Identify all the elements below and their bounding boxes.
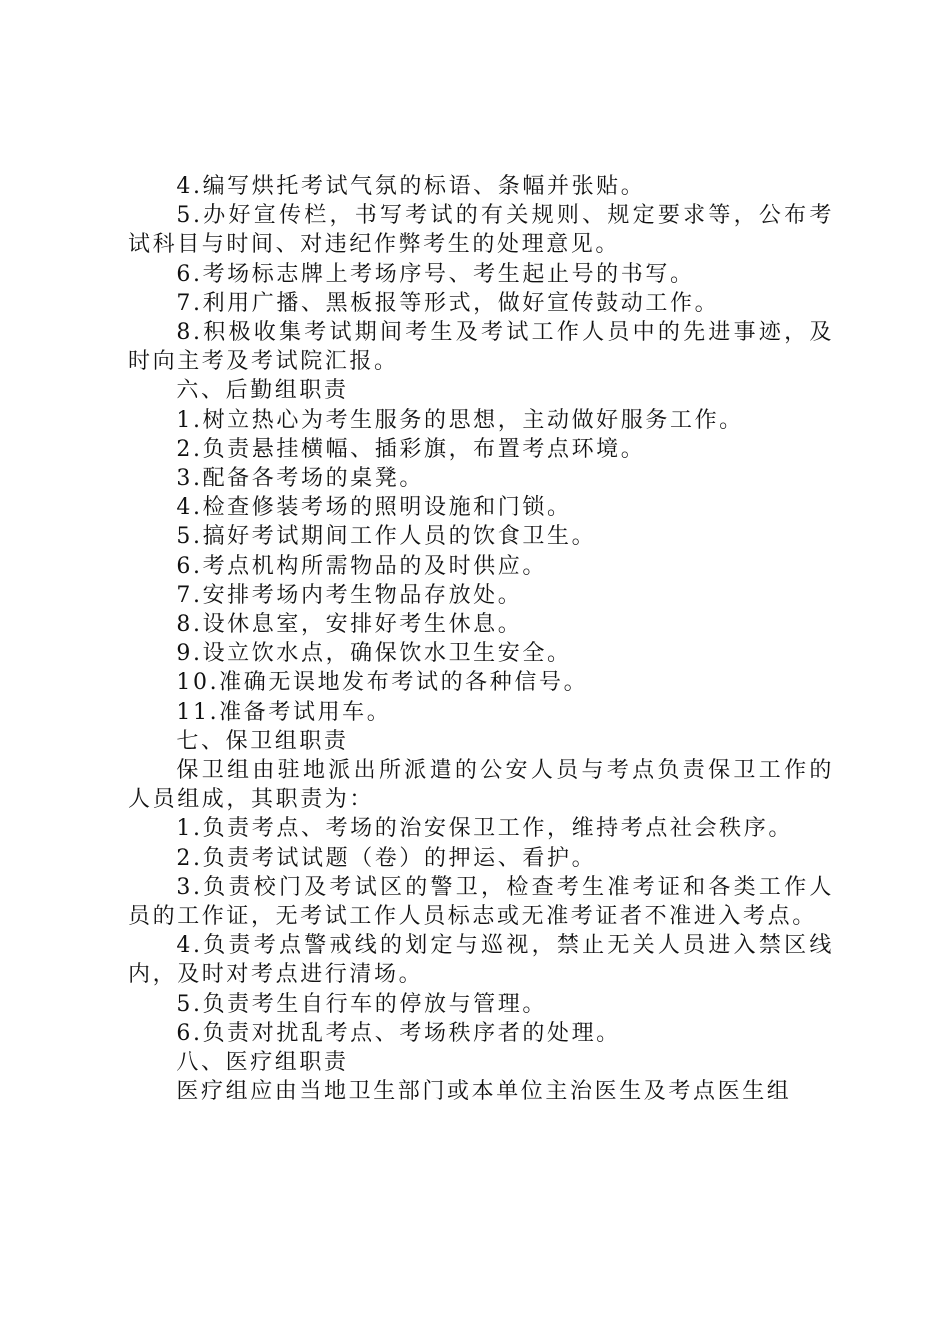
paragraph-item-6-signs: 6.考场标志牌上考场序号、考生起止号的书写。 — [176, 261, 695, 287]
paragraph-logistics-2: 2.负责悬挂横幅、插彩旗，布置考点环境。 — [176, 436, 646, 462]
paragraph-logistics-7: 7.安排考场内考生物品存放处。 — [176, 582, 523, 608]
section-heading-security: 七、保卫组职责 — [176, 728, 349, 754]
paragraph-security-4: 4.负责考点警戒线的划定与巡视，禁止无关人员进入禁区线内，及时对考点进行清场。 — [128, 933, 834, 988]
paragraph-medical-intro: 医疗组应由当地卫生部门或本单位主治医生及考点医生组 — [176, 1079, 792, 1105]
paragraph-logistics-5: 5.搞好考试期间工作人员的饮食卫生。 — [176, 524, 597, 550]
paragraph-logistics-9: 9.设立饮水点，确保饮水卫生安全。 — [176, 641, 572, 667]
paragraph-logistics-11: 11.准备考试用车。 — [176, 699, 392, 725]
paragraph-security-6: 6.负责对扰乱考点、考场秩序者的处理。 — [176, 1020, 621, 1046]
paragraph-item-7-broadcast: 7.利用广播、黑板报等形式，做好宣传鼓动工作。 — [176, 290, 720, 316]
paragraph-logistics-8: 8.设休息室，安排好考生休息。 — [176, 612, 523, 638]
paragraph-item-4-slogans: 4.编写烘托考试气氛的标语、条幅并张贴。 — [176, 174, 646, 199]
paragraph-logistics-10: 10.准确无误地发布考试的各种信号。 — [176, 670, 589, 696]
paragraph-logistics-6: 6.考点机构所需物品的及时供应。 — [176, 553, 547, 579]
paragraph-logistics-3: 3.配备各考场的桌凳。 — [176, 466, 424, 492]
paragraph-security-2: 2.负责考试试题（卷）的押运、看护。 — [176, 845, 597, 871]
section-heading-logistics: 六、后勤组职责 — [176, 378, 349, 404]
paragraph-security-3: 3.负责校门及考试区的警卫，检查考生准考证和各类工作人员的工作证，无考试工作人员标志或无准考证者不准进入考点。 — [128, 874, 834, 930]
paragraph-security-1: 1.负责考点、考场的治安保卫工作，维持考点社会秩序。 — [176, 816, 793, 842]
paragraph-item-5-bulletin: 5.办好宣传栏，书写考试的有关规则、规定要求等，公布考试科目与时间、对违纪作弊考生的处理意见。 — [128, 203, 834, 258]
paragraph-security-5: 5.负责考生自行车的停放与管理。 — [176, 991, 547, 1017]
document-body — [128, 172, 834, 1107]
paragraph-security-intro: 保卫组由驻地派出所派遣的公安人员与考点负责保卫工作的人员组成，其职责为： — [128, 758, 834, 813]
paragraph-logistics-4: 4.检查修装考场的照明设施和门锁。 — [176, 495, 572, 521]
section-heading-medical: 八、医疗组职责 — [176, 1050, 349, 1076]
paragraph-logistics-1: 1.树立热心为考生服务的思想，主动做好服务工作。 — [176, 407, 744, 433]
paragraph-item-8-deeds: 8.积极收集考试期间考生及考试工作人员中的先进事迹，及时向主考及考试院汇报。 — [128, 320, 834, 375]
